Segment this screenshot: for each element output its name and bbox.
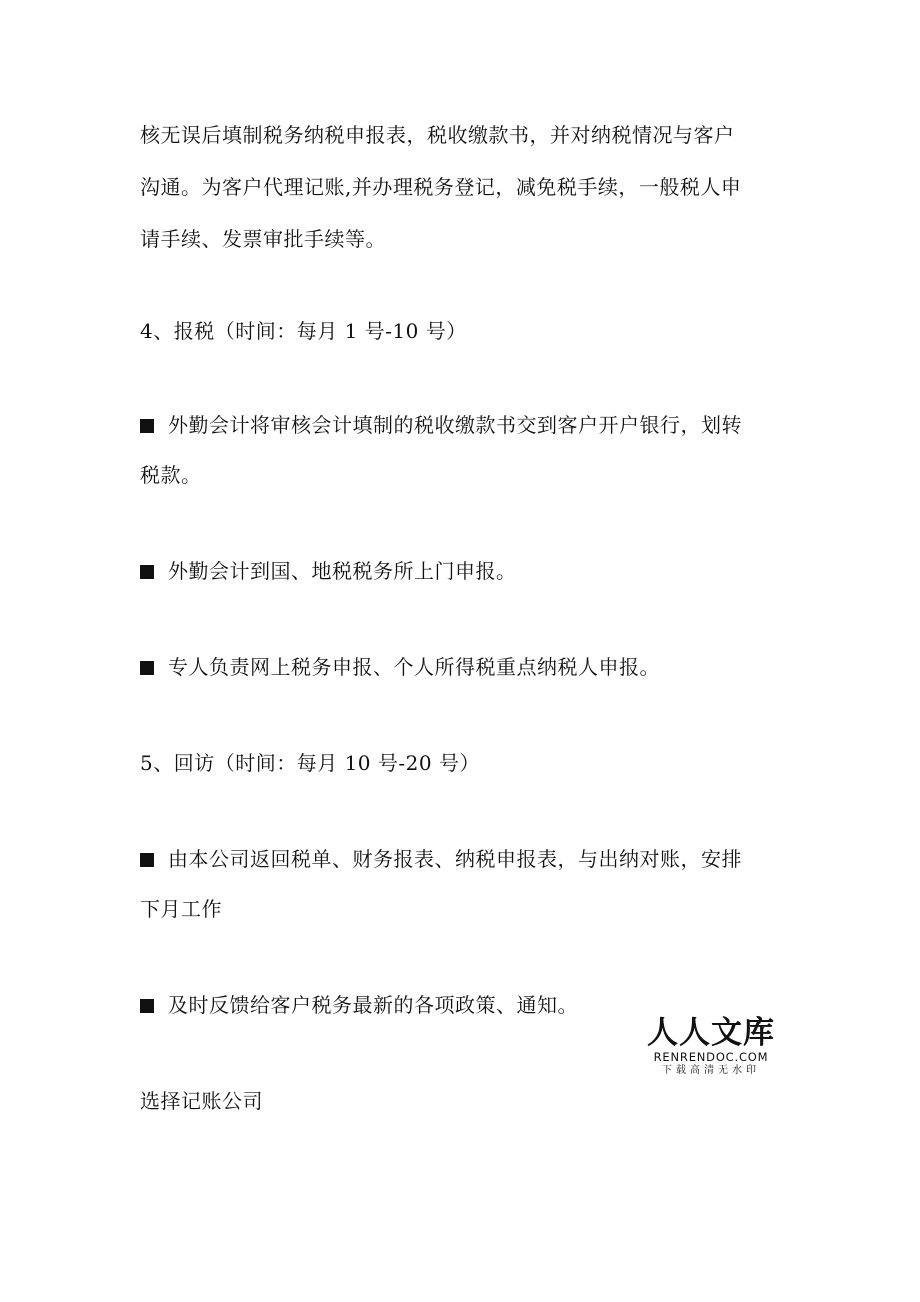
watermark-subtitle: 下载高清无水印 [662,1065,760,1076]
bullet-text: 外勤会计到国、地税税务所上门申报。 [168,559,517,583]
paragraph-line: 沟通。为客户代理记账,并办理税务登记，减免税手续，一般税人申 [140,175,742,199]
square-bullet-icon [140,419,154,433]
bullet-item-3 [140,654,790,680]
renrendoc-watermark-logo [646,1016,776,1078]
bullet-item-4-continuation: 下月工作 [140,897,222,921]
watermark-domain: RENRENDOC.COM [653,1050,769,1064]
square-bullet-icon [140,999,154,1013]
bullet-text: 及时反馈给客户税务最新的各项政策、通知。 [168,993,578,1017]
watermark-title: 人人文库 [647,1015,775,1051]
bullet-item-1 [140,412,790,438]
section-heading-follow-up: 5、回访（时间：每月 10 号-20 号） [140,751,480,775]
bullet-item-4 [140,846,790,872]
paragraph-line: 核无误后填制税务纳税申报表，税收缴款书，并对纳税情况与客户 [140,123,735,147]
square-bullet-icon [140,565,154,579]
closing-heading: 选择记账公司 [140,1089,263,1113]
square-bullet-icon [140,661,154,675]
bullet-text: 专人负责网上税务申报、个人所得税重点纳税人申报。 [168,655,660,679]
square-bullet-icon [140,853,154,867]
bullet-text: 外勤会计将审核会计填制的税收缴款书交到客户开户银行，划转 [168,413,742,437]
section-heading-tax-filing: 4、报税（时间：每月 1 号-10 号） [140,319,467,343]
bullet-text: 由本公司返回税单、财务报表、纳税申报表，与出纳对账，安排 [168,847,742,871]
paragraph-line: 请手续、发票审批手续等。 [140,227,386,251]
bullet-item-2 [140,558,790,584]
bullet-item-1-continuation: 税款。 [140,463,202,487]
